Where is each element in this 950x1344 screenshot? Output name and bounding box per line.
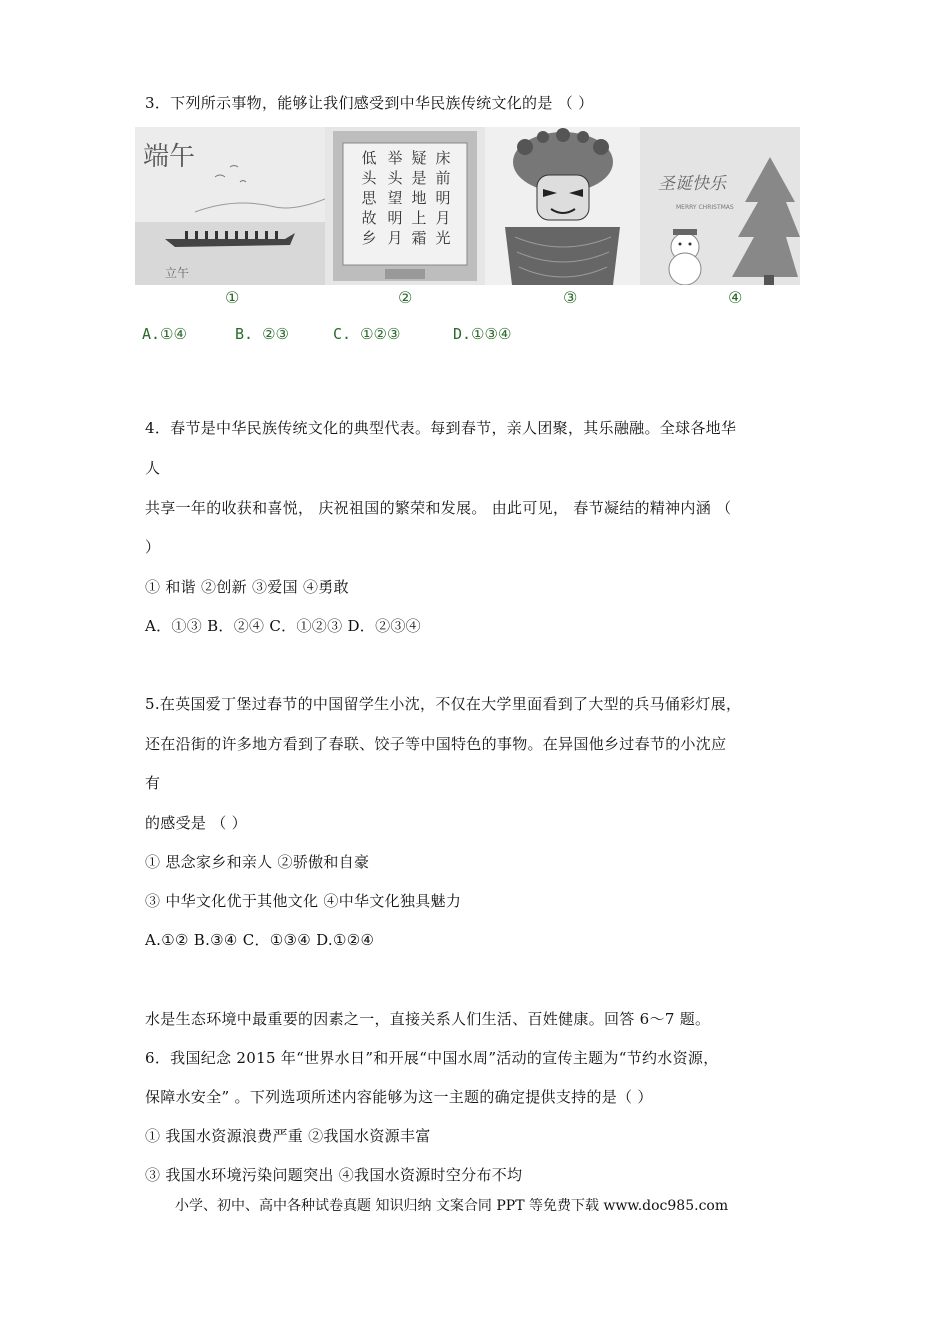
svg-text:光: 光 — [435, 229, 451, 247]
q6-line-1: 6．我国纪念 2015 年“世界水日”和开展“中国水周”活动的宣传主题为“节约水资源， — [145, 1049, 719, 1067]
image2-label: ② — [398, 288, 413, 307]
image4-label: ④ — [728, 288, 743, 307]
opera-mask-image — [485, 127, 640, 285]
svg-text:望: 望 — [387, 189, 403, 207]
svg-text:低: 低 — [361, 149, 377, 167]
image4-caption: 圣诞快乐 — [658, 174, 726, 194]
q4-choices: ① 和谐 ②创新 ③爱国 ④勇敢 — [145, 578, 349, 596]
svg-text:乡: 乡 — [361, 229, 377, 247]
christmas-card-image — [640, 127, 800, 285]
image4-sub: MERRY CHRISTMAS — [676, 204, 734, 211]
image1-label: ① — [225, 288, 240, 307]
q6-line-2: 保障水安全” 。下列选项所述内容能够为这一主题的确定提供支持的是（ ） — [145, 1088, 653, 1106]
svg-text:举: 举 — [387, 149, 403, 167]
q4-options: A．①③ B．②④ C．①②③ D．②③④ — [145, 617, 421, 635]
poem-scroll-image — [325, 127, 485, 285]
svg-text:头: 头 — [387, 169, 403, 187]
svg-text:霜: 霜 — [411, 229, 427, 247]
svg-text:疑: 疑 — [411, 149, 427, 167]
q5-line-3: 有 — [145, 774, 161, 792]
poem-col-1-char-1: 床 — [435, 149, 451, 167]
q5-line-1: 5.在英国爱丁堡过春节的中国留学生小沈，不仅在大学里面看到了大型的兵马俑彩灯展， — [145, 695, 742, 713]
svg-text:头: 头 — [361, 169, 377, 187]
dragon-boat-image — [135, 127, 325, 285]
image1-caption: 端午 — [143, 142, 196, 172]
q5-choices-1: ① 思念家乡和亲人 ②骄傲和自豪 — [145, 853, 370, 871]
q4-line-2: 人 — [145, 459, 161, 477]
q3-option-b: B. ②③ — [235, 325, 289, 343]
svg-text:地: 地 — [411, 189, 427, 207]
svg-text:上: 上 — [411, 209, 427, 227]
q3-option-a: A.①④ — [142, 325, 187, 343]
q3-image-strip — [135, 127, 800, 285]
q3-options — [142, 325, 511, 343]
q6-choices-2: ③ 我国水环境污染问题突出 ④我国水资源时空分布不均 — [145, 1166, 523, 1184]
q3-option-c: C. ①②③ — [333, 325, 401, 343]
q4-line-4: ） — [145, 538, 161, 556]
q6-choices-1: ① 我国水资源浪费严重 ②我国水资源丰富 — [145, 1127, 431, 1145]
svg-text:是: 是 — [411, 169, 427, 187]
q5-line-2: 还在沿街的许多地方看到了春联、饺子等中国特色的事物。在异国他乡过春节的小沈应 — [145, 735, 727, 753]
page-footer: 小学、初中、高中各种试卷真题 知识归纳 文案合同 PPT 等免费下载 www.doc985.com — [175, 1198, 729, 1214]
svg-text:明: 明 — [435, 189, 451, 207]
q4-line-3: 共享一年的收获和喜悦， 庆祝祖国的繁荣和发展。 由此可见， 春节凝结的精神内涵 （ — [145, 499, 732, 517]
q3-option-d: D.①③④ — [453, 325, 512, 343]
svg-text:思: 思 — [361, 189, 377, 207]
svg-text:前: 前 — [435, 169, 451, 187]
water-intro: 水是生态环境中最重要的因素之一，直接关系人们生活、百姓健康。回答 6～7 题。 — [145, 1010, 711, 1028]
svg-text:故: 故 — [361, 209, 377, 227]
q5-line-4: 的感受是 （ ） — [145, 814, 247, 832]
q4-line-1: 4．春节是中华民族传统文化的典型代表。每到春节，亲人团聚，其乐融融。全球各地华 — [145, 419, 737, 437]
q5-choices-2: ③ 中华文化优于其他文化 ④中华文化独具魅力 — [145, 892, 462, 910]
svg-text:月: 月 — [435, 209, 451, 227]
image1-signature: 立午 — [165, 266, 190, 280]
svg-text:明: 明 — [387, 209, 403, 227]
svg-text:月: 月 — [387, 229, 403, 247]
q3-stem: 3．下列所示事物，能够让我们感受到中华民族传统文化的是 （ ） — [145, 94, 594, 112]
q5-options: A.①② B.③④ C．①③④ D.①②④ — [145, 931, 375, 949]
image3-label: ③ — [563, 288, 578, 307]
